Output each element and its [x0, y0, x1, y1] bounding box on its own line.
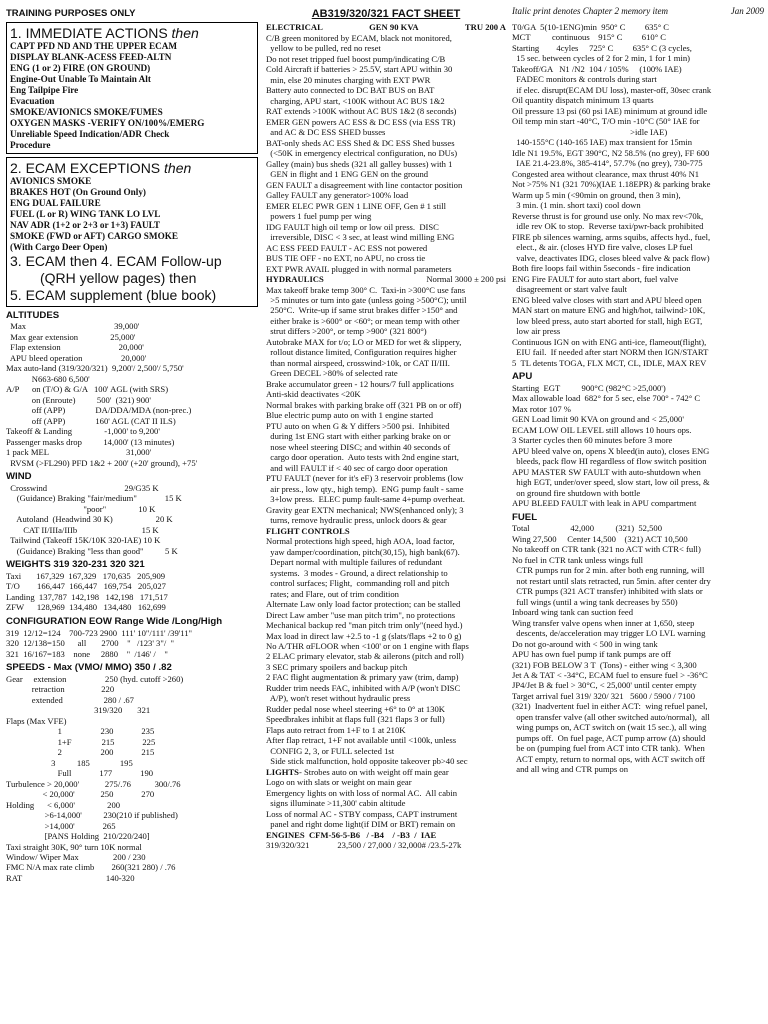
- fuel-line: Do not go-around with < 500 in wing tank: [512, 638, 658, 649]
- cfg-line: 321 16/167=183 none 2880 " /146' / ": [6, 648, 168, 659]
- fuel-line: pumps off. On fuel page, ACT pump arrow (Δ) should: [512, 732, 706, 743]
- elec-line: powers 1 fuel pump per wing: [266, 211, 372, 222]
- spd-line: Flaps (Max VFE): [6, 715, 108, 726]
- eng-line: disagreement or start valve fault: [512, 284, 628, 295]
- eng-line: elect., & air. (closes HYD fire valve, closes LP fuel: [512, 242, 693, 253]
- ia-line: Evacuation: [10, 95, 55, 106]
- fc-line: Direct Law amber "use man pitch trim", no protections: [266, 609, 456, 620]
- ex-line: SMOKE (FWD or AFT) CARGO SMOKE: [10, 231, 179, 242]
- altitudes-list: [6, 321, 258, 468]
- hyd-line: Anti-skid deactivates <20K: [266, 389, 361, 400]
- spd-line: RAT 140-320: [6, 872, 135, 883]
- apu-line: APU BLEED FAULT with leak in APU compartment: [512, 498, 697, 509]
- alt-line: APU bleed operation 20,000': [6, 352, 147, 363]
- fc-line: Flaps auto retract from 1+F to 1 at 210K: [266, 724, 406, 735]
- fuel-line: Inboard wing tank can suction feed: [512, 607, 633, 618]
- fc-line: Normal protections high speed, high AOA, load factor,: [266, 536, 455, 547]
- lights-list: [266, 777, 506, 829]
- hyd-line: Blue electric pump auto on with 1 engine started: [266, 410, 434, 421]
- electrical-list: [266, 33, 506, 274]
- fact-sheet-title: AB319/320/321 FACT SHEET: [311, 8, 461, 20]
- fuel-line: CTR pumps run for 2 min. after both eng running, will: [512, 565, 705, 576]
- speeds-table: [6, 674, 258, 884]
- eng-line: Oil temp min start -40°C, T/O min -10°C (50° IAE for: [512, 116, 700, 127]
- fuel-line: and all wing and CTR pumps on: [512, 764, 629, 775]
- fc-line: 3 SEC primary spoilers and backup pitch: [266, 661, 408, 672]
- hyd-line: 250°C. Write-up if same strut brakes differ >150° and: [266, 305, 458, 316]
- wt-line: Landing 137,787 142,198 142,198 171,517: [6, 591, 168, 602]
- electrical-heading: ELECTRICAL GEN 90 KVA TRU 200 A: [266, 22, 506, 33]
- date-label: Jan 2009: [730, 6, 764, 16]
- spd-line: Full 177 190: [6, 768, 154, 779]
- alt-line: off (APP) DA/DDA/MDA (non-prec.): [6, 405, 192, 416]
- wind-line: CAT II/IIIa/IIIb 15 K: [6, 524, 159, 535]
- speeds-heading: SPEEDS - Max (VMO/ MMO) 350 / .82: [6, 662, 172, 674]
- ex-line: NAV ADR (1+2 or 2+3 or 1+3) FAULT: [10, 220, 161, 231]
- ia-line: Eng Tailpipe Fire: [10, 84, 79, 95]
- elec-line: Do not reset tripped fuel boost pump/indicating C/B: [266, 53, 446, 64]
- left-column: [6, 8, 258, 1020]
- hydraulics-heading: HYDRAULICS Normal 3000 ± 200 psi: [266, 274, 506, 285]
- fuel-line: (321) FOB BELOW 3 T (Tons) - either wing < 3,300: [512, 659, 697, 670]
- alt-line: Max 39,000': [6, 321, 140, 332]
- lights-line: Emergency lights on with loss of normal AC. All cabin: [266, 787, 458, 798]
- ecam-supplement-line: 5. ECAM supplement (blue book): [10, 286, 217, 303]
- ecam-exceptions-list: [10, 176, 254, 253]
- fuel-heading: FUEL: [512, 511, 538, 523]
- apu-line: APU MASTER SW FAULT with auto-shutdown when: [512, 466, 701, 477]
- ex-line: BRAKES HOT (On Ground Only): [10, 187, 146, 198]
- eng-line: Both fire loops fail within 5seconds - fire indication: [512, 263, 691, 274]
- elec-line: IDG FAULT high oil temp or low oil press. DISC: [266, 221, 439, 232]
- spd-line: 1+F 215 225: [6, 736, 156, 747]
- eng-line: Continuous IGN on with ENG anti-ice, flameout(flight),: [512, 336, 707, 347]
- ia-line: SMOKE/AVIONICS SMOKE/FUMES: [10, 106, 163, 117]
- eng-line: 3 min. (1 min. short taxi) cool down: [512, 200, 641, 211]
- hyd-line: nose wheel steering DISC; and within 40 seconds of: [266, 441, 451, 452]
- weights-heading: WEIGHTS 319 320-231 320 321: [6, 559, 145, 571]
- right-column: [512, 22, 764, 1020]
- fc-line: 2 FAC flight augmentation & primary yaw (trim, damp): [266, 672, 459, 683]
- fuel-line: wing pumps on, ACT switch on (wait 15 sec.), all wing: [512, 722, 707, 733]
- ex-line: AVIONICS SMOKE: [10, 176, 92, 187]
- eng-line: FADEC monitors & controls during start: [512, 74, 657, 85]
- ex-line: (With Cargo Deer Open): [10, 242, 108, 253]
- weights-table: [6, 571, 258, 613]
- apu-list: [512, 383, 764, 509]
- eng-line: Takeoff/GA N1 /N2 104 / 105% (100% IAE): [512, 63, 682, 74]
- hyd-line: and will FAULT if < 40 sec of cargo door operation: [266, 462, 448, 473]
- fc-line: After flap retract, 1+F not available until <100k, unless: [266, 735, 457, 746]
- apu-line: Max rotor 107 %: [512, 403, 571, 414]
- hyd-line: 3+low press. ELEC pump fault-same 4+pump overheat.: [266, 494, 465, 505]
- apu-line: GEN Load limit 90 KVA on ground and < 25,000': [512, 414, 684, 425]
- wind-line: Autoland (Headwind 30 K) 20 K: [6, 514, 173, 525]
- elec-line: Galley (main) bus sheds (321 all galley busses) with 1: [266, 158, 453, 169]
- elec-line: RAT extends >100K without AC BUS 1&2 (8 seconds): [266, 106, 457, 117]
- memory-item-note: Italic print denotes Chapter 2 memory item Jan 2009: [512, 6, 764, 16]
- fuel-line: open transfer valve (all other switched auto/normal), all: [512, 711, 710, 722]
- eng-line: Oil pressure 13 psi (60 psi IAE) minimum at ground idle: [512, 105, 708, 116]
- engines-heading: ENGINES CFM-56-5-B6 / -B4 / -B3 / IAE: [266, 829, 437, 840]
- fc-line: rates; and Flare, out of trim condition: [266, 588, 399, 599]
- eng-line: FIRE pb silences warning, arms squibs, affects hyd., fuel,: [512, 231, 711, 242]
- apu-line: Max allowable load 682° for 5 sec, else 700° - 742° C: [512, 393, 701, 404]
- alt-line: Max gear extension 25,000': [6, 331, 136, 342]
- fc-line: systems. 3 modes - Ground, a direct relationship to: [266, 567, 448, 578]
- lights-heading: LIGHTS- Strobes auto on with weight off main gear: [266, 766, 449, 777]
- spd-line: retraction 220: [6, 684, 115, 695]
- ecam-exceptions-heading: 2. ECAM EXCEPTIONS then: [10, 159, 192, 176]
- elec-line: charging, APU start, <100K without AC BUS 1&2: [266, 95, 445, 106]
- fc-line: Mechanical backup red "man pitch trim only"(need hyd.): [266, 620, 463, 631]
- apu-line: ECAM LOW OIL LEVEL still allows 10 hours ops.: [512, 424, 692, 435]
- hyd-line: Green DECEL >80% of selected rate: [266, 368, 398, 379]
- fuel-line: APU has own fuel pump if tank pumps are off: [512, 649, 672, 660]
- hyd-line: than normal airspeed, crosswind>10k, or CAT II/III.: [266, 357, 450, 368]
- eng-line: MAN start on mature ENG and high/hot, tailwind>10K,: [512, 305, 706, 316]
- fuel-line: ACT empty, return to normal ops, with ACT switch off: [512, 753, 706, 764]
- fc-line: Rudder pedal nose wheel steering +6° to 0° at 130K: [266, 703, 446, 714]
- elec-line: EMER ELEC PWR GEN 1 LINE OFF, Gen # 1 still: [266, 200, 447, 211]
- eng-line: T0/GA 5(10-1ENG)min 950° C 635° C: [512, 22, 670, 32]
- fc-line: 2 ELAC primary elevator, stab & ailerons (pitch and roll): [266, 651, 464, 662]
- hyd-line: Gravity gear EXTN mechanical; NWS(enhanced only); 3: [266, 504, 464, 515]
- cfg-line: 320 12/138=150 all 2700 " /123' 3"/ ": [6, 638, 175, 649]
- training-purposes-label: TRAINING PURPOSES ONLY: [6, 8, 136, 19]
- hydraulics-list: [266, 285, 506, 526]
- spd-line: < 20,000' 250 270: [6, 789, 155, 800]
- hyd-line: Autobrake MAX for t/o; LO or MED for wet & slippery,: [266, 336, 462, 347]
- alt-line: Takeoff & Landing -1,000' to 9,200': [6, 426, 160, 437]
- elec-line: EMER GEN powers AC ESS & DC ESS (via ESS TR): [266, 116, 456, 127]
- hyd-line: strut differs >200°, or temp >900° (321 800°): [266, 326, 427, 337]
- wind-list: [6, 483, 258, 556]
- eng-line: Reverse thrust is for ground use only. No max rev<70k,: [512, 210, 704, 221]
- eng-line: EIU fail. If needed after start NORM then IGN/START: [512, 347, 709, 358]
- immediate-actions-list: [10, 41, 254, 151]
- eng-line: valve, deactivates IDG, closes bleed valve & pack flow): [512, 252, 710, 263]
- wt-line: Taxi 167,329 167,329 170,635 205,909: [6, 570, 166, 581]
- wind-line: Crosswind 29/G35 K: [6, 482, 159, 493]
- fuel-list: [512, 523, 764, 775]
- eng-line: if elec. disrupt(ECAM DU loss), master-off, 30sec crank: [512, 84, 712, 95]
- spd-line: >14,000' 265: [6, 820, 116, 831]
- eng-line: >idle IAE): [512, 126, 668, 137]
- fuel-line: Wing 27,500 Center 14,500 (321) ACT 10,500: [512, 533, 688, 544]
- fc-line: CONFIG 2, 3, or FULL selected 1st: [266, 745, 395, 756]
- eng-line: idle rev OK to stop. Reverse taxi/pwr-back prohibited: [512, 221, 704, 232]
- apu-line: Starting EGT 900°C (982°C >25,000'): [512, 382, 666, 393]
- hyd-line: PTU auto on when G & Y differs >500 psi. Inhibited: [266, 420, 450, 431]
- ia-line: CAPT PFD ND AND THE UPPER ECAM: [10, 40, 178, 51]
- eng-line: low bleed press, auto start aborted for stall, high EGT,: [512, 315, 703, 326]
- eng-line: ENG Fire FAULT for auto start abort, fuel valve: [512, 273, 679, 284]
- fuel-line: descents, de/acceleration may trigger LO LVL warning: [512, 628, 706, 639]
- alt-line: Passenger masks drop 14,000' (13 minutes): [6, 436, 175, 447]
- flight-controls-heading: FLIGHT CONTROLS: [266, 525, 350, 536]
- eng-line: low air press: [512, 326, 561, 337]
- ia-line: Procedure: [10, 139, 51, 150]
- spd-line: 319/320 321: [6, 705, 151, 716]
- fc-line: control surfaces; Flight, commanding roll and pitch: [266, 578, 450, 589]
- fc-line: yaw damper/coordination, pitch(30,15), high bank(67).: [266, 546, 460, 557]
- fc-line: Alternate Law only load factor protection; can be stalled: [266, 599, 461, 610]
- alt-line: A/P on (T/O) & G/A 100' AGL (with SRS): [6, 384, 169, 395]
- lights-line: signs illuminate >11,300' cabin altitude: [266, 798, 406, 809]
- eng-line: 5 TL detents TOGA, FLX MCT, CL, IDLE, MAX REV: [512, 357, 707, 368]
- fuel-line: not restart until slats retracted, run 5min. after center dry: [512, 575, 711, 586]
- fuel-line: JP4/Jet B & fuel > 30°C, < 25,000' until center empty: [512, 680, 697, 691]
- hyd-line: air press., low qty., high temp). ENG pump fault - same: [266, 483, 464, 494]
- elec-line: irreversible, DISC < 3 sec, at least wind milling ENG: [266, 232, 455, 243]
- hyd-line: PTU FAULT (never for it's eF) 3 reservoir problems (low: [266, 473, 464, 484]
- ecam-followup-line: 3. ECAM then 4. ECAM Follow-up: [10, 253, 222, 270]
- eng-line: ENG bleed valve closes with start and APU bleed open: [512, 294, 702, 305]
- alt-line: 1 pack MEL 31,000': [6, 447, 152, 458]
- eng-line: Starting 4cyles 725° C 635° C (3 cycles,: [512, 42, 692, 53]
- wind-line: (Guidance) Braking "less than good" 5 K: [6, 545, 178, 556]
- eng-line: Oil quantity dispatch minimum 13 quarts: [512, 95, 654, 106]
- apu-line: bleeds, pack flow HI regardless of flow switch position: [512, 456, 707, 467]
- alt-line: on (Enroute) 500' (321) 900': [6, 394, 151, 405]
- spd-line: >6-14,000' 230(210 if published): [6, 810, 178, 821]
- hyd-line: turns, remove hydraulic press, unlock doors & gear: [266, 515, 447, 526]
- elec-line: C/B green monitored by ECAM, black not monitored,: [266, 32, 452, 43]
- altitudes-heading: ALTITUDES: [6, 309, 60, 321]
- hyd-line: cargo door operation. Auto tests with 2nd engine start,: [266, 452, 459, 463]
- spd-line: Holding < 6,000' 200: [6, 799, 121, 810]
- hyd-line: Max takeoff brake temp 300° C. Taxi-in >300°C use fans: [266, 284, 466, 295]
- fuel-line: (321) Inadvertent fuel in either ACT: wing refuel panel,: [512, 701, 708, 712]
- ia-line: Engine-Out Unable To Maintain Alt: [10, 73, 151, 84]
- ex-line: ENG DUAL FAILURE: [10, 198, 101, 209]
- hyd-line: during 1st ENG start with either parking brake on or: [266, 431, 451, 442]
- qrh-line: (QRH yellow pages) then: [40, 270, 197, 287]
- apu-line: 3 Starter cycles then 60 minutes before 3 more: [512, 435, 673, 446]
- fuel-line: Jet A & TAT < -34°C, ECAM fuel to ensure fuel > -36°C: [512, 669, 708, 680]
- elec-line: GEN FAULT a disagreement with line contactor position: [266, 179, 463, 190]
- hyd-line: Normal brakes with parking brake off (321 PB on or off): [266, 399, 462, 410]
- flight-controls-list: [266, 536, 506, 767]
- alt-line: off (APP) 160' AGL (CAT II ILS): [6, 415, 176, 426]
- spd-line: 3 185 195: [6, 757, 133, 768]
- lights-line: Logo on with slats or weight on main gear: [266, 777, 412, 788]
- lights-line: panel and right dome light(if DIM or BRT) remain on: [266, 819, 456, 830]
- fuel-line: be on (pumping fuel from ACT into CTR tank). When: [512, 743, 705, 754]
- fc-line: Side stick malfunction, hold opposite takeover pb>40 sec: [266, 756, 468, 767]
- hyd-line: either brake is >600° or <60°; or mean temp with other: [266, 315, 460, 326]
- fuel-line: Wing transfer valve opens when inner at 1,650, steep: [512, 617, 695, 628]
- eng-line: Idle N1 19.5%, EGT 390°C, N2 58.5% (no grey), FF 600: [512, 147, 710, 158]
- spd-line: FMC N/A max rate climb 260(321 280) / .76: [6, 862, 176, 873]
- alt-line: Flap extension 20,000': [6, 342, 144, 353]
- ia-line: DISPLAY BLANK-ACESS FEED-ALTN: [10, 51, 172, 62]
- hyd-line: >5 minutes or turn into gate (unless going >500°C); until: [266, 295, 467, 305]
- apu-line: high EGT, under/over speed, slow start, low oil press, &: [512, 477, 710, 488]
- eng-line: MCT continuous 915° C 610° C: [512, 32, 667, 43]
- apu-line: APU bleed valve on, opens X bleed(in auto), closes ENG: [512, 445, 710, 456]
- fuel-line: full wings (until a wing tank decreases by 550): [512, 596, 678, 607]
- fc-line: Speedbrakes inhibit at flaps full (321 flaps 3 or full): [266, 714, 445, 725]
- eng-line: Congested area without clearance, max thrust 40% N1: [512, 168, 700, 179]
- engines-line: 319/320/321 23,500 / 27,000 / 32,000# /23.5-27k: [266, 840, 462, 851]
- hyd-line: Brake accumulator green - 12 hours/7 full applications: [266, 378, 454, 389]
- elec-line: GEN in flight and 1 ENG GEN on the ground: [266, 169, 429, 180]
- elec-line: Cold Aircraft if batteries > 25.5V, start APU within 30: [266, 64, 453, 75]
- fc-line: Max load in direct law +2.5 to -1 g (slats/flaps +2 to 0 g): [266, 630, 462, 641]
- elec-line: yellow to be pulled, red no reset: [266, 43, 381, 54]
- elec-line: BAT-only sheds AC ESS Shed & DC ESS Shed busses: [266, 137, 455, 148]
- fc-line: Rudder trim needs FAC, inhibited with A/P (won't DISC: [266, 682, 461, 693]
- lights-line: Loss of normal AC - STBY compass, CAPT instrument: [266, 808, 458, 819]
- hyd-line: rollout distance limited, Configuration requires higher: [266, 347, 457, 358]
- immediate-actions-heading: 1. IMMEDIATE ACTIONS then: [10, 24, 199, 41]
- apu-heading: APU: [512, 370, 533, 382]
- ia-line: Unreliable Speed Indication/ADR Check: [10, 128, 170, 139]
- ia-line: ENG (1 or 2) FIRE (ON GROUND): [10, 62, 151, 73]
- spd-line: extended 280 / .67: [6, 694, 134, 705]
- eng-line: 15 sec. between cycles of 2 for 2 min, 1 for 1 min): [512, 53, 691, 64]
- fc-line: No A/THR αFLOOR when <100' or on 1 engine with flaps: [266, 640, 469, 651]
- elec-line: AC ESS FEED FAULT - AC ESS not powered: [266, 242, 428, 253]
- wind-line: Tailwind (Takeoff 15K/10K 320-IAE) 10 K: [6, 535, 161, 546]
- spd-line: [PANS Holding 210/220/240]: [6, 831, 150, 842]
- wt-line: T/O 166,447 166,447 169,754 205,027: [6, 581, 166, 592]
- eng-line: 140-155°C (140-165 IAE) max transient for 15min: [512, 137, 693, 148]
- ex-line: FUEL (L or R) WING TANK LO LVL: [10, 209, 161, 220]
- spd-line: Window/ Wiper Max 200 / 230: [6, 852, 146, 862]
- spd-line: 1 230 235: [6, 726, 155, 737]
- fuel-line: Target arrival fuel 319/ 320/ 321 5600 / 5900 / 7100: [512, 690, 696, 701]
- fuel-line: No fuel in CTR tank unless wings full: [512, 554, 644, 565]
- elec-line: BUS TIE OFF - no EXT, no APU, no cross tie: [266, 253, 426, 264]
- immediate-actions-box: [6, 22, 258, 154]
- alt-line: Max auto-land (319/320/321) 9,200'/ 2,500'/ 5,750': [6, 363, 184, 374]
- alt-line: N663-680 6,500': [6, 373, 90, 384]
- wt-line: ZFW 128,969 134,480 134,480 162,699: [6, 602, 166, 613]
- cfg-line: 319 12/12=124 700-723 2900 111' 10"/111' /39'11": [6, 627, 193, 638]
- spd-line: Taxi straight 30K, 90° turn 10K normal: [6, 841, 142, 852]
- elec-line: (<50K in emergency electrical configuration, no DUs): [266, 148, 458, 159]
- elec-line: EXT PWR AVAIL plugged in with normal parameters: [266, 263, 452, 274]
- fuel-line: CTR pumps (321 ACT transfer) inhibited with slats or: [512, 586, 703, 597]
- spd-line: Gear extension 250 (hyd. cutoff >260): [6, 673, 184, 684]
- elec-line: min, else 20 minutes charging with EXT PWR: [266, 74, 431, 85]
- wind-line: (Guidance) Braking "fair/medium" 15 K: [6, 493, 182, 504]
- alt-line: RVSM (>FL290) PFD 1&2 + 200' (+20' ground), +75': [6, 457, 198, 468]
- fc-line: Depart normal with multiple failures of redundant: [266, 557, 443, 568]
- fc-line: A/P), won't reset without hydraulic press: [266, 693, 411, 704]
- elec-line: and AC & DC ESS SHED busses: [266, 127, 386, 138]
- configuration-table: [6, 628, 258, 659]
- wind-line: "poor" 10 K: [6, 503, 156, 514]
- elec-line: Galley FAULT any generator>100% load: [266, 190, 409, 201]
- engine-list: [512, 22, 764, 368]
- ecam-exceptions-box: [6, 157, 258, 307]
- spd-line: 2 200 215: [6, 747, 155, 758]
- ia-line: OXYGEN MASKS -VERIFY ON/100%/EMERG: [10, 117, 205, 128]
- eng-line: IAE 21.4-23.8%, 385-414°, 57.7% (no grey), 730-775: [512, 158, 703, 169]
- eng-line: Warm up 5 min (<90min on ground, then 3 min),: [512, 189, 681, 200]
- fuel-line: Total 42,000 (321) 52,500: [512, 523, 663, 534]
- middle-column: [266, 8, 506, 1020]
- fuel-line: No takeoff on CTR tank (321 no ACT with CTR< full): [512, 544, 701, 555]
- apu-line: on ground fire shutdown with bottle: [512, 487, 641, 498]
- wind-heading: WIND: [6, 471, 32, 483]
- elec-line: Battery auto connected to DC BAT BUS on BAT: [266, 85, 435, 96]
- eng-line: Not >75% N1 (321 70%)(IAE 1.18EPR) & parking brake: [512, 179, 711, 190]
- spd-line: Turbulence > 20,000' 275/.76 300/.76: [6, 778, 181, 789]
- configuration-heading: CONFIGURATION EOW Range Wide /Long/High: [6, 615, 223, 627]
